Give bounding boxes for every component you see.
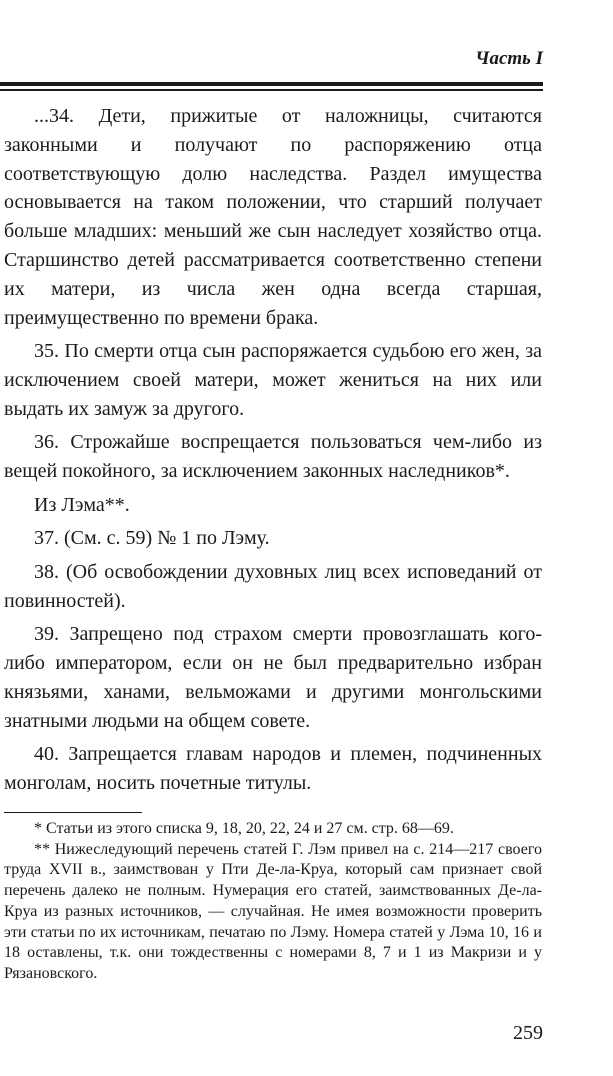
running-header: Часть I — [475, 48, 543, 69]
footnote-2: ** Нижеследующий перечень статей Г. Лэм привел на с. 214—217 своего труда XVII в., заимствован у Пти Де-ла-Круа, который сам признает свой перечень далеко не полным. Нумерация его статей, заимствованных Де-ла-Круа из разных источников, — случайная. Не имея возможности проверить эти статьи по их источникам, печатаю по Лэму. Номера статей у Лэма 10, 16 и 18 оставлены, т.к. они тождественны с номерами 8, 7 и 1 из Макризи и у Рязановского. — [4, 840, 542, 982]
article-38: 38. (Об освобождении духовных лиц всех исповеданий от повинностей). — [4, 560, 542, 612]
footnote-1: * Статьи из этого списка 9, 18, 20, 22, 24 и 27 см. стр. 68—69. — [34, 820, 454, 837]
article-36: 36. Строжайше воспрещается пользоваться чем-либо из вещей покойного, за исключением законных наследников*. — [4, 431, 542, 483]
footnotes — [4, 819, 542, 985]
page-number: 259 — [513, 1022, 543, 1044]
article-40: 40. Запрещается главам народов и племен, подчиненных монголам, носить почетные титулы. — [4, 743, 542, 795]
main-text — [4, 102, 542, 798]
article-39: 39. Запрещено под страхом смерти провозглашать кого-либо императором, если он не был предварительно избран князьями, ханами, вельможами и другими монгольскими знатными людьми на общем совете. — [4, 623, 542, 732]
footnote-separator — [4, 812, 142, 813]
header-rule-thin — [0, 89, 543, 91]
article-34: ...34. Дети, прижитые от наложницы, считаются законными и получают по распоряжению отца соответствующую долю наследства. Раздел имущества основывается на таком положении, что старший получает больше младших: меньший же сын наследует хозяйство отца. Старшинство детей рассматривается соответственно степени их матери, из числа жен одна всегда старшая, преимущественно по времени брака. — [4, 105, 542, 329]
article-35: 35. По смерти отца сын распоряжается судьбою его жен, за исключением своей матери, может жениться на них или выдать их замуж за другого. — [4, 340, 542, 420]
source-note-lem: Из Лэма**. — [34, 493, 130, 516]
header-rule-thick — [0, 82, 543, 86]
article-37: 37. (См. с. 59) № 1 по Лэму. — [34, 527, 270, 550]
